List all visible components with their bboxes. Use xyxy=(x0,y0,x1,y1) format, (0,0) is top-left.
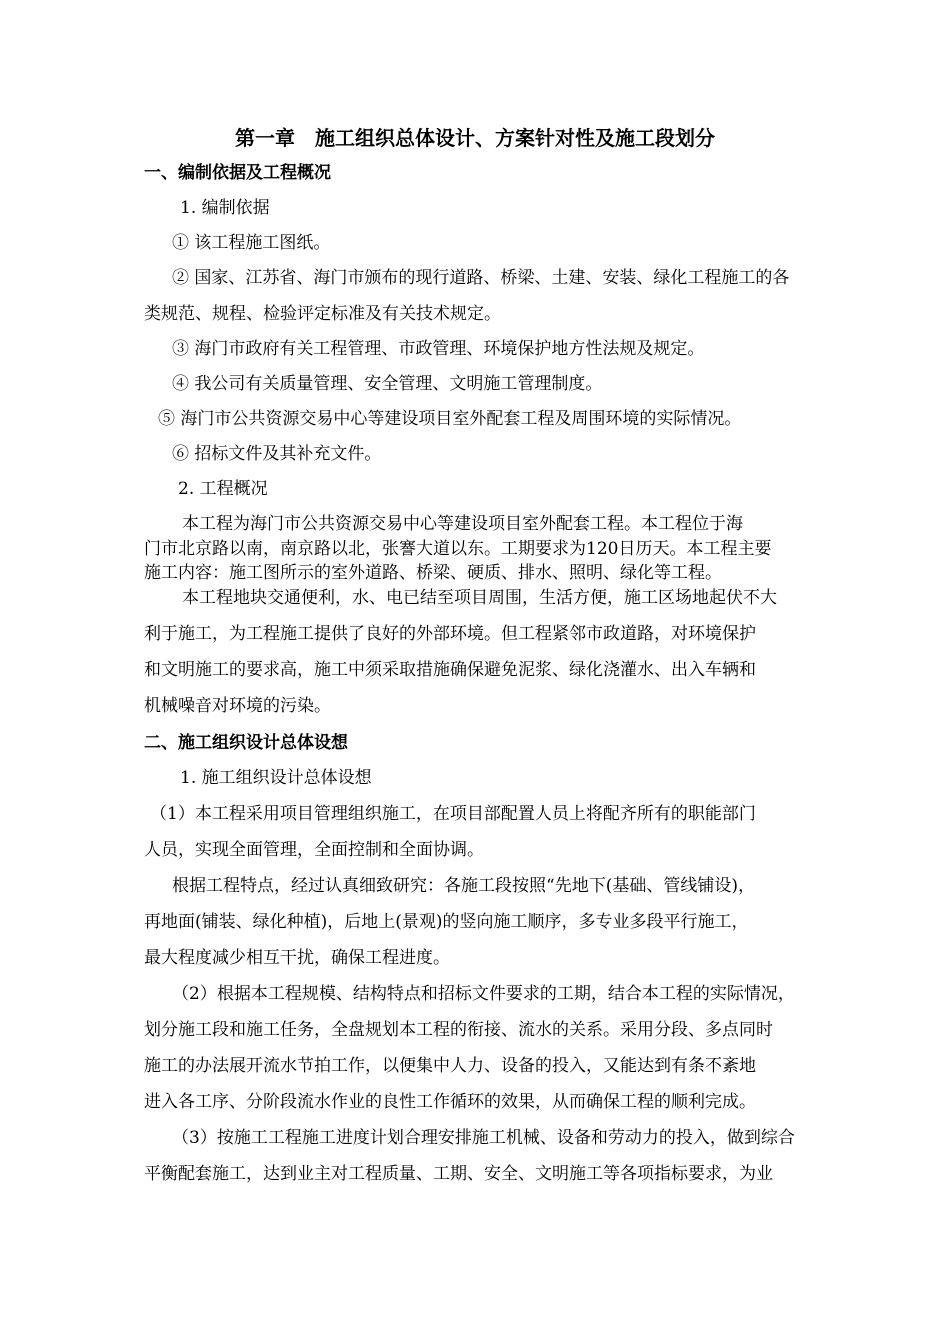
plan-line: 平衡配套施工，达到业主对工程质量、工期、安全、文明施工等各项指标要求，为业 xyxy=(144,1164,773,1184)
plan-line: 进入各工序、分阶段流水作业的良性工作循环的效果，从而确保工程的顺利完成。 xyxy=(144,1092,756,1112)
plan-line: 人员，实现全面管理，全面控制和全面协调。 xyxy=(144,840,484,860)
plan-line: 施工的办法展开流水节拍工作，以便集中人力、设备的投入，又能达到有条不紊地 xyxy=(144,1056,756,1076)
subheading-plan: 1. 施工组织设计总体设想 xyxy=(180,768,372,788)
basis-item: ② 国家、江苏省、海门市颁布的现行道路、桥梁、土建、安装、绿化工程施工的各 xyxy=(172,268,790,288)
subheading-overview: 2. 工程概况 xyxy=(178,479,268,499)
overview-line: 施工内容：施工图所示的室外道路、桥梁、硬质、排水、照明、绿化等工程。 xyxy=(144,563,722,583)
plan-line: （1）本工程采用项目管理组织施工，在项目部配置人员上将配齐所有的职能部门 xyxy=(150,804,756,824)
section-1-heading: 一、编制依据及工程概况 xyxy=(144,163,331,183)
overview-line: 机械噪音对环境的污染。 xyxy=(144,696,331,716)
basis-item-cont: 类规范、规程、检验评定标准及有关技术规定。 xyxy=(144,304,501,324)
overview-line: 本工程为海门市公共资源交易中心等建设项目室外配套工程。本工程位于海 xyxy=(182,514,743,534)
basis-item: ⑤ 海门市公共资源交易中心等建设项目室外配套工程及周围环境的实际情况。 xyxy=(158,409,742,429)
plan-line: 再地面(铺装、绿化种植)，后地上(景观)的竖向施工顺序，多专业多段平行施工， xyxy=(144,912,749,932)
plan-line: （3）按施工工程施工进度计划合理安排施工机械、设备和劳动力的投入，做到综合 xyxy=(172,1128,795,1148)
overview-line: 利于施工，为工程施工提供了良好的外部环境。但工程紧邻市政道路，对环境保护 xyxy=(144,624,756,644)
basis-item: ⑥ 招标文件及其补充文件。 xyxy=(172,444,382,464)
section-2-heading: 二、施工组织设计总体设想 xyxy=(144,733,348,753)
basis-item: ① 该工程施工图纸。 xyxy=(172,233,331,253)
overview-line: 和文明施工的要求高，施工中须采取措施确保避免泥浆、绿化浇灌水、出入车辆和 xyxy=(144,660,756,680)
chapter-title: 第一章 施工组织总体设计、方案针对性及施工段划分 xyxy=(235,126,715,150)
plan-line: 根据工程特点，经过认真细致研究：各施工段按照“先地下(基础、管线铺设)， xyxy=(172,876,755,896)
subheading-basis: 1. 编制依据 xyxy=(180,198,270,218)
plan-line: 最大程度减少相互干扰，确保工程进度。 xyxy=(144,948,450,968)
overview-line: 本工程地块交通便利，水、电已结至项目周围，生活方便，施工区场地起伏不大 xyxy=(182,588,777,608)
basis-item: ③ 海门市政府有关工程管理、市政管理、环境保护地方性法规及规定。 xyxy=(172,339,705,359)
basis-item: ④ 我公司有关质量管理、安全管理、文明施工管理制度。 xyxy=(172,374,603,394)
overview-line: 门市北京路以南，南京路以北，张謇大道以东。工期要求为120日历天。本工程主要 xyxy=(144,539,772,559)
plan-line: （2）根据本工程规模、结构特点和招标文件要求的工期，结合本工程的实际情况， xyxy=(172,984,795,1004)
plan-line: 划分施工段和施工任务，全盘规划本工程的衔接、流水的关系。采用分段、多点同时 xyxy=(144,1020,773,1040)
